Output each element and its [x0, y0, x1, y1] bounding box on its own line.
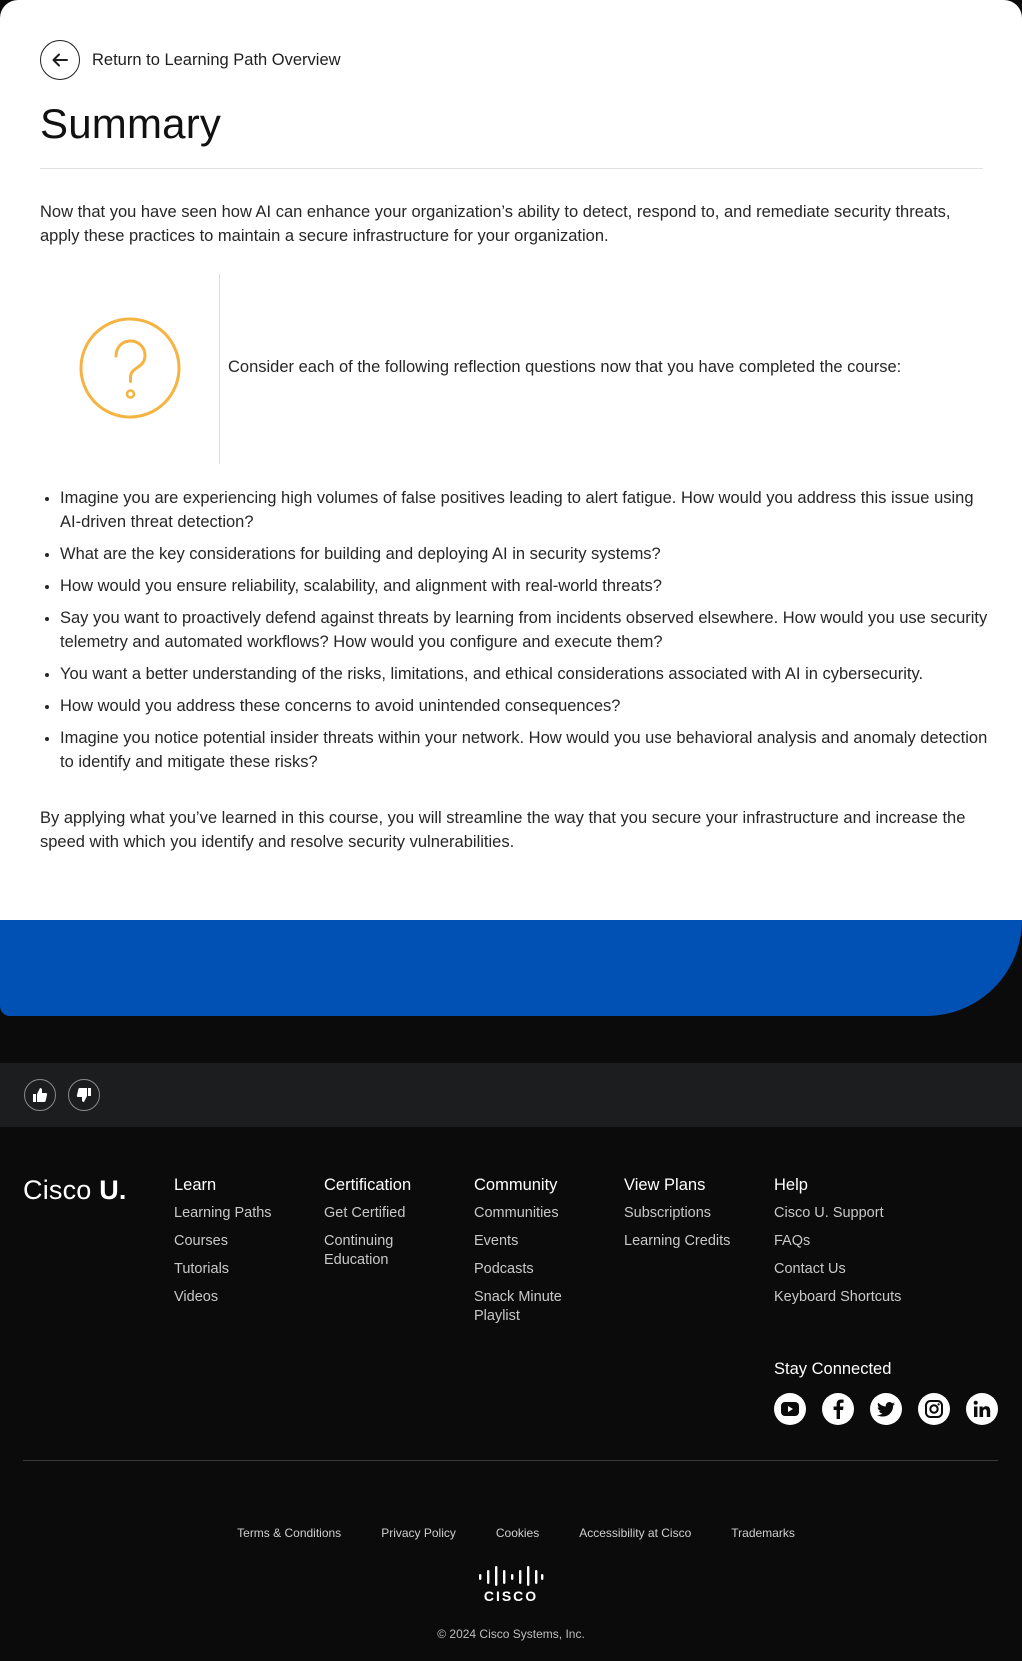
- footer-heading: Community: [474, 1176, 558, 1194]
- list-item: What are the key considerations for building and deploying AI in security systems?: [40, 542, 990, 566]
- footer-column-community: [474, 1175, 584, 1335]
- callout-divider: [219, 274, 220, 464]
- question-circle-icon: [78, 316, 182, 420]
- cisco-bridge-icon: [477, 1564, 545, 1604]
- facebook-icon[interactable]: [822, 1393, 854, 1425]
- stay-connected-heading: Stay Connected: [774, 1360, 892, 1378]
- cisco-u-logo[interactable]: [23, 1175, 127, 1206]
- list-item: Say you want to proactively defend against threats by learning from incidents observed elsewhere. How would you use security telemetry and automated workflows? How would you configure and execute them?: [40, 606, 990, 654]
- logo-text: Cisco: [23, 1175, 100, 1205]
- footer-link[interactable]: Learning Credits: [624, 1233, 731, 1249]
- footer-link[interactable]: Snack Minute Playlist: [474, 1289, 562, 1324]
- footer-link[interactable]: Podcasts: [474, 1261, 534, 1277]
- footer-column-help: [774, 1175, 934, 1316]
- footer-link[interactable]: Subscriptions: [624, 1205, 712, 1221]
- thumbs-up-icon: [32, 1087, 48, 1103]
- thumbs-up-button[interactable]: [24, 1079, 56, 1111]
- return-link-label[interactable]: Return to Learning Path Overview: [92, 50, 341, 69]
- footer-link[interactable]: Videos: [174, 1289, 219, 1305]
- page-title: Summary: [40, 100, 222, 147]
- accessibility-link[interactable]: Accessibility at Cisco: [579, 1526, 692, 1540]
- footer-divider: [23, 1460, 998, 1461]
- thumbs-down-button[interactable]: [68, 1079, 100, 1111]
- cookies-link[interactable]: Cookies: [495, 1526, 540, 1540]
- reflection-callout: [40, 274, 983, 464]
- footer-link[interactable]: FAQs: [774, 1233, 811, 1249]
- instagram-icon[interactable]: [918, 1393, 950, 1425]
- trademarks-link[interactable]: Trademarks: [731, 1526, 795, 1540]
- list-item: How would you address these concerns to avoid unintended consequences?: [40, 694, 990, 718]
- footer-heading: View Plans: [624, 1176, 706, 1194]
- cisco-logo[interactable]: [477, 1564, 545, 1604]
- footer-link[interactable]: Cisco U. Support: [774, 1205, 884, 1221]
- footer-column-learn: [174, 1175, 314, 1316]
- intro-paragraph: Now that you have seen how AI can enhance your organization’s ability to detect, respond to, and remediate security threats, apply these practices to maintain a secure infrastructure for your organization.: [40, 203, 951, 245]
- footer-link[interactable]: Communities: [474, 1205, 559, 1221]
- title-divider: [40, 168, 983, 169]
- thumbs-down-icon: [76, 1087, 92, 1103]
- linkedin-icon[interactable]: [966, 1393, 998, 1425]
- list-item: You want a better understanding of the risks, limitations, and ethical considerations associated with AI in cybersecurity.: [40, 662, 990, 686]
- feedback-bar: [0, 1063, 1022, 1127]
- terms-link[interactable]: Terms & Conditions: [237, 1526, 342, 1540]
- list-item: How would you ensure reliability, scalability, and alignment with real-world threats?: [40, 574, 990, 598]
- cisco-wordmark: CISCO: [483, 1588, 539, 1604]
- footer-link[interactable]: Events: [474, 1233, 519, 1249]
- footer-link[interactable]: Get Certified: [324, 1205, 406, 1221]
- privacy-link[interactable]: Privacy Policy: [381, 1526, 456, 1540]
- list-item: Imagine you notice potential insider threats within your network. How would you use behavioral analysis and anomaly detection to identify and mitigate these risks?: [40, 726, 990, 774]
- reflection-questions-list: [40, 486, 990, 782]
- youtube-icon[interactable]: [774, 1393, 806, 1425]
- return-to-overview-link[interactable]: [40, 40, 341, 80]
- logo-text-bold: U.: [99, 1175, 127, 1205]
- twitter-icon[interactable]: [870, 1393, 902, 1425]
- footer-link[interactable]: Keyboard Shortcuts: [774, 1289, 902, 1305]
- blue-accent-band: [0, 920, 1022, 1016]
- legal-links: [0, 1526, 1022, 1540]
- copyright-text: © 2024 Cisco Systems, Inc.: [437, 1627, 585, 1641]
- footer-link[interactable]: Continuing Education: [324, 1233, 394, 1268]
- footer-column-certification: [324, 1175, 434, 1279]
- reflection-prompt: Consider each of the following reflection questions now that you have completed the course:: [228, 358, 902, 376]
- footer-link[interactable]: Tutorials: [174, 1261, 230, 1277]
- footer-heading: Help: [774, 1176, 808, 1194]
- site-footer: [0, 1127, 1022, 1661]
- closing-paragraph: By applying what you’ve learned in this course, you will streamline the way that you secure your infrastructure and increase the speed with which you identify and resolve security vulnerabilities.: [40, 809, 966, 851]
- footer-link[interactable]: Contact Us: [774, 1261, 846, 1277]
- list-item: Imagine you are experiencing high volumes of false positives leading to alert fatigue. How would you address this issue using AI-driven threat detection?: [40, 486, 990, 534]
- footer-link[interactable]: Courses: [174, 1233, 228, 1249]
- footer-heading: Learn: [174, 1176, 217, 1194]
- footer-heading: Certification: [324, 1176, 412, 1194]
- arrow-left-icon[interactable]: [40, 40, 80, 80]
- footer-column-view-plans: [624, 1175, 764, 1260]
- social-links: [774, 1393, 998, 1425]
- footer-link[interactable]: Learning Paths: [174, 1205, 272, 1221]
